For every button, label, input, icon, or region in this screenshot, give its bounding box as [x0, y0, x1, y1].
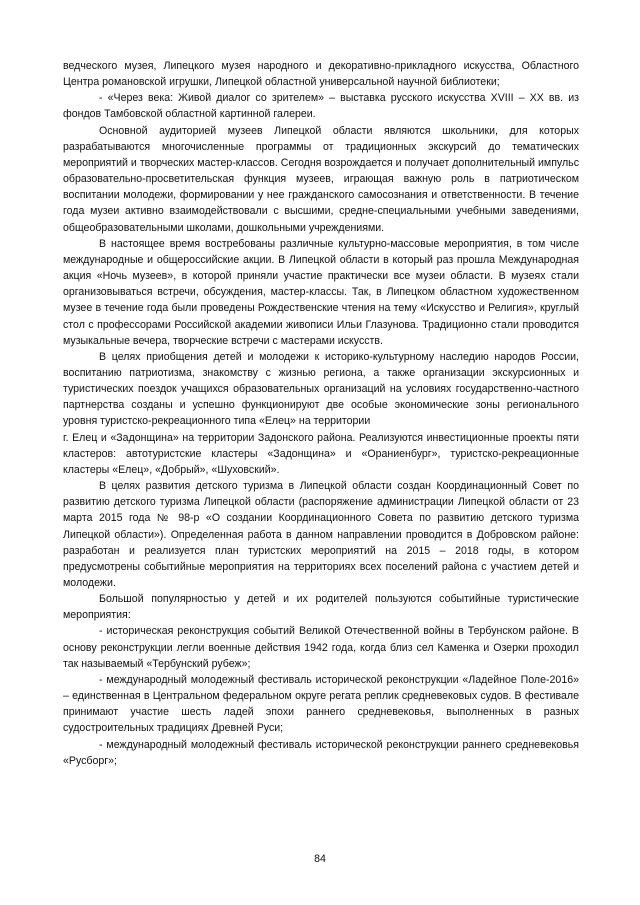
paragraph: В целях развития детского туризма в Липецкой области создан Координационный Совет по развитию детского туризма Липецкой области (распоряжение администрации Липецкой области от 23 марта 2015 года № 98-р «О создании Координационного Совета по развитию детского туризма Липецкой области»). Определенная работа в данном направлении проводится в Добровском районе: разработан и реализуется план туристских мероприятий на 2015 – 2018 годы, в котором предусмотрены событийные мероприятия на территориях всех поселений района с участием детей и молодежи.: [63, 480, 579, 589]
paragraph: В целях приобщения детей и молодежи к историко-культурному наследию народов России, воспитанию патриотизма, знакомству с жизнью региона, а также организации экскурсионных и туристических поездок учащихся образовательных организаций на условиях государственно-частного партнерства созданы и успешно функционируют две особые экономические зоны регионального уровня туристско-рекреационного типа «Елец» на территории: [63, 350, 579, 428]
list-item: - международный молодежный фестиваль исторической реконструкции «Ладейное Поле-2016» – единственная в Центральном федеральном округе регата реплик средневековых судов. В фестивале принимают участие шесть ладей эпохи раннего средневековья, выполненных в разных судостроительных традициях Древней Руси;: [63, 673, 579, 735]
paragraph: г. Елец и «Задонщина» на территории Задонского района. Реализуются инвестиционные проекты пяти кластеров: автотуристские кластеры «Задонщина» и «Ораниенбург», туристско-рекреационные кластеры «Елец», «Добрый», «Шуховский».: [63, 431, 579, 476]
paragraph: Основной аудиторией музеев Липецкой области являются школьники, для которых разрабатываются многочисленные программы от традиционных экскурсий до тематических мероприятий и творческих мастер-классов. Сегодня возрождается и получает дополнительный импульс образовательно-просветительская функция музеев, играющая важную роль в патриотическом воспитании молодежи, формировании у нее гражданского самосознания и ответственности. В течение года музеи активно взаимодействовали с высшими, средне-специальными учебными заведениями, общеобразовательными школами, дошкольными учреждениями.: [63, 124, 579, 234]
list-item: - «Через века: Живой диалог со зрителем» – выставка русского искусства XVIII – XX вв. из фондов Тамбовской областной картинной галереи.: [63, 92, 579, 121]
paragraph: ведческого музея, Липецкого музея народного и декоративно-прикладного искусства, Областного Центра романовской игрушки, Липецкой областной универсальной научной библиотеки;: [63, 60, 579, 89]
list-item: - историческая реконструкция событий Великой Отечественной войны в Тербунском районе. В основу реконструкции легли военные действия 1942 года, когда близ сел Каменка и Озерки проходил так называемый «Тербунский рубеж»;: [63, 625, 579, 670]
paragraph: Большой популярностью у детей и их родителей пользуются событийные туристические мероприятия:: [63, 593, 579, 622]
document-page: [63, 58, 579, 769]
paragraph: В настоящее время востребованы различные культурно-массовые мероприятия, в том числе международные и общероссийские акции. В Липецкой области в который раз прошла Международная акция «Ночь музеев», в которой приняли участие практически все музеи области. В музеях стали организовываться встречи, обсуждения, мастер-классы. Так, в Липецком областном художественном музее в течение года были проведены Рождественские чтения на тему «Искусство и Религия», круглый стол с профессорами Российской академии живописи Ильи Глазунова. Традиционно стали проводится музыкальные вечера, творческие встречи с мастерами искусств.: [63, 237, 579, 347]
list-item: - международный молодежный фестиваль исторической реконструкции раннего средневековья «Русборг»;: [63, 738, 579, 767]
page-number: 84: [314, 853, 326, 865]
